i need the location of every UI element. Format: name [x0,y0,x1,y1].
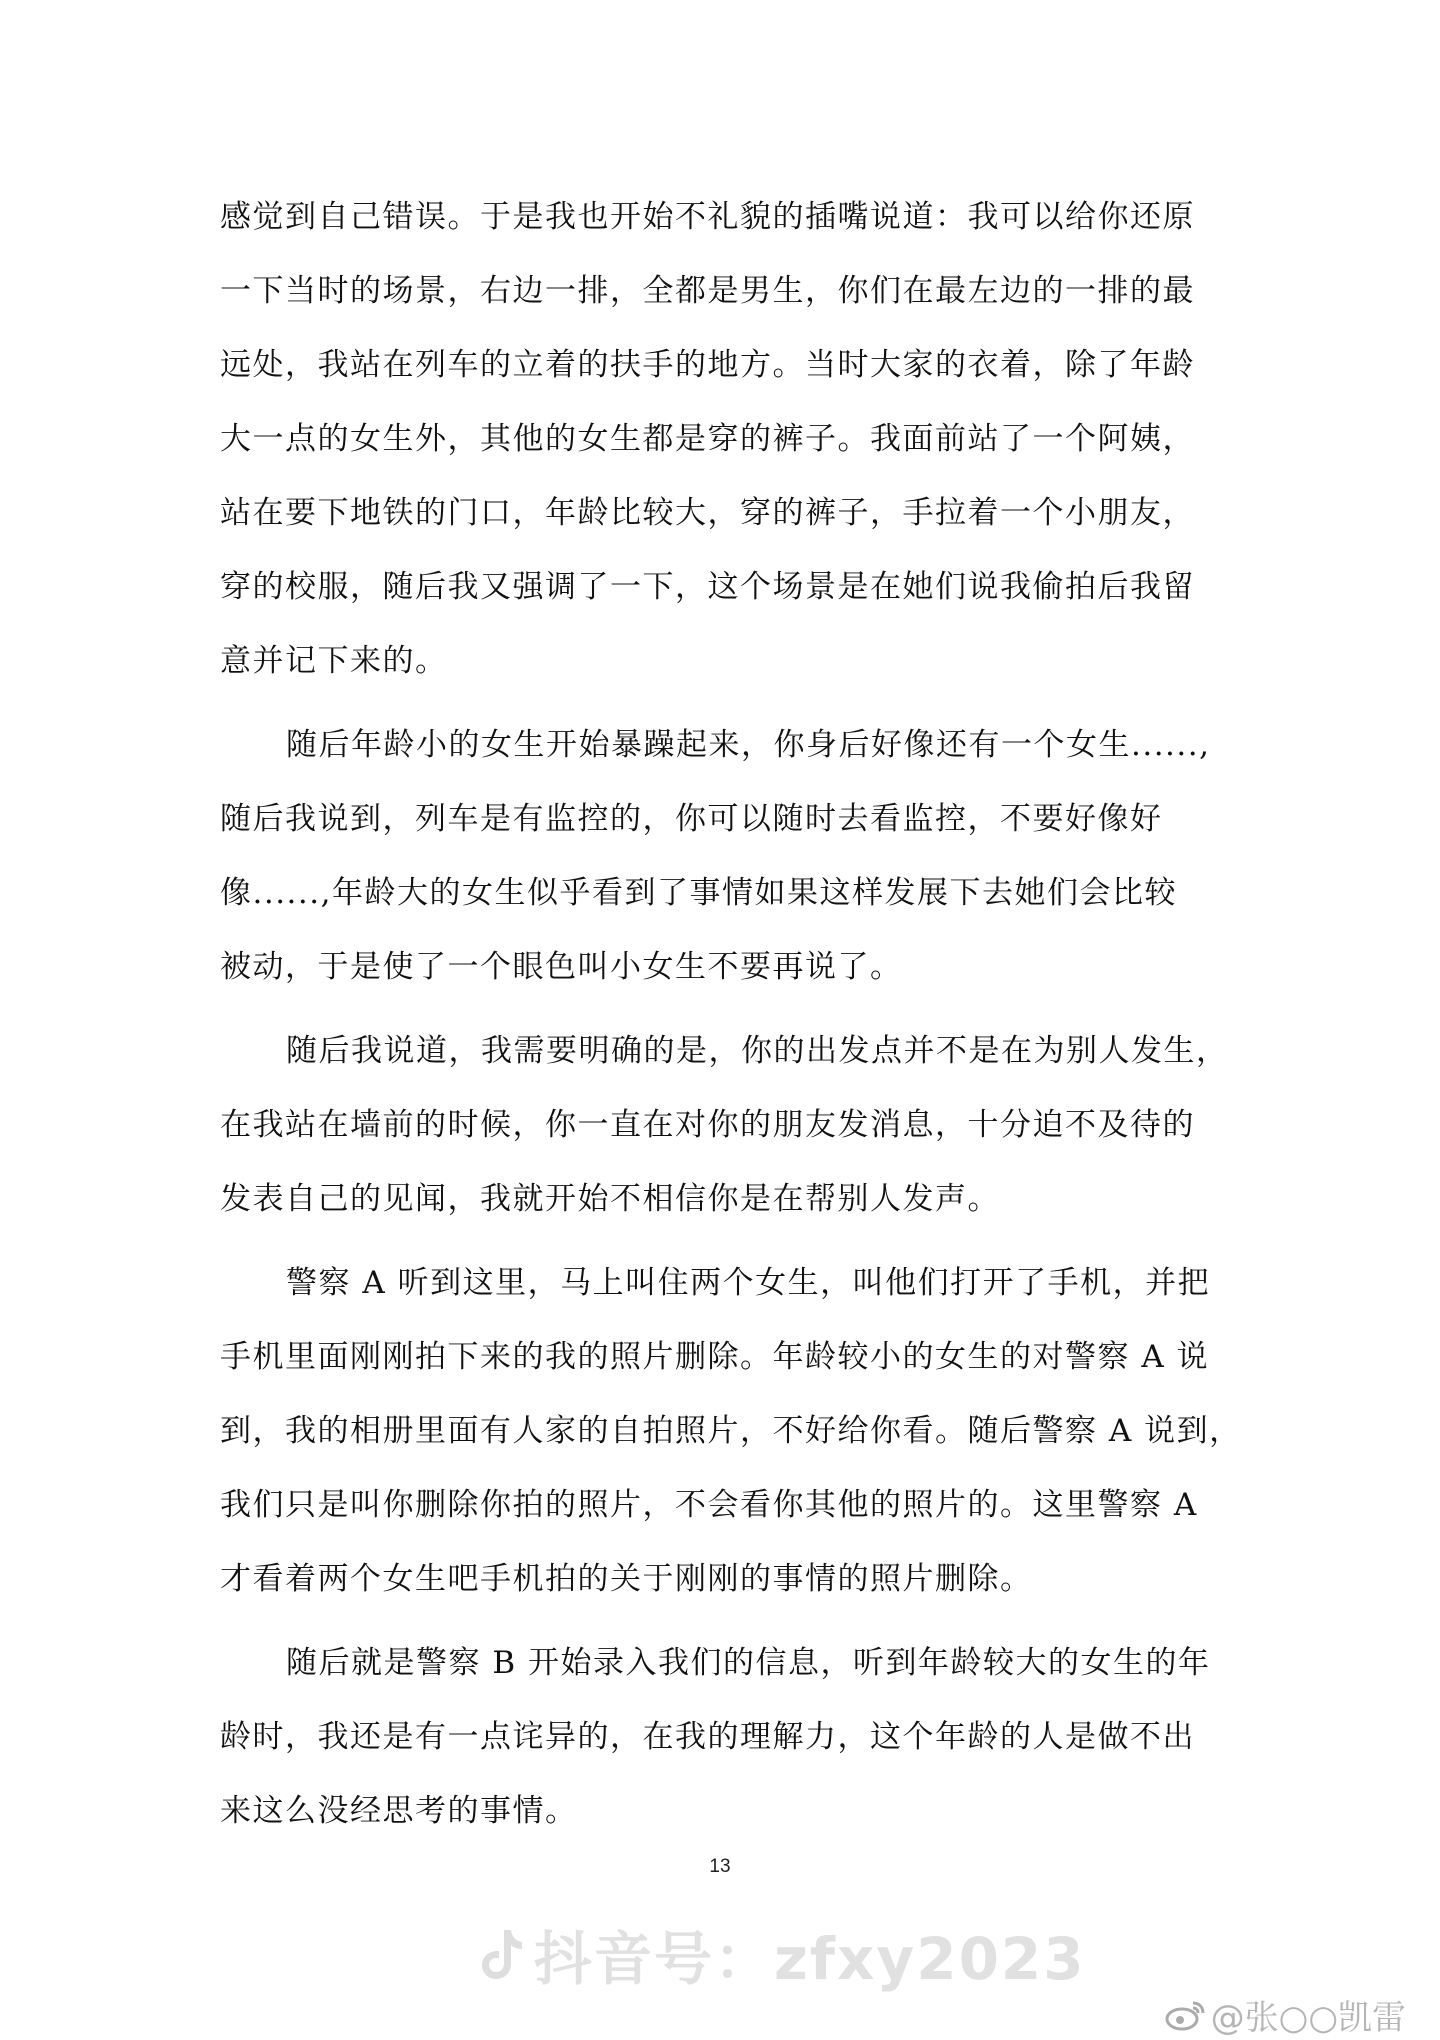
text-line: 意并记下来的。 [220,643,448,679]
weibo-icon [1165,1999,1205,2031]
weibo-watermark [1165,1990,1406,2039]
text-line: 被动，于是使了一个眼色叫小女生不要再说了。 [220,949,903,985]
douyin-id-text: 抖音号：zfxy2023 [534,1925,1086,1993]
paragraph [220,180,1232,698]
text-line: 随后我说到，列车是有监控的，你可以随时去看监控，不要好像好 [220,801,1163,837]
text-line: 感觉到自己错误。于是我也开始不礼貌的插嘴说道：我可以给你还原 [220,199,1195,235]
text-line: 随后就是警察 B 开始录入我们的信息，听到年龄较大的女生的年 [286,1645,1211,1681]
paragraph [220,1246,1242,1616]
douyin-watermark [480,1912,1086,1996]
text-line: 随后我说道，我需要明确的是，你的出发点并不是在为别人发生， [286,1033,1229,1069]
text-line: 警察 A 听到这里，马上叫住两个女生，叫他们打开了手机，并把 [286,1265,1211,1301]
text-line: 才看着两个女生吧手机拍的关于刚刚的事情的照片删除。 [220,1561,1033,1597]
text-line: 龄时，我还是有一点诧异的，在我的理解力，这个年龄的人是做不出 [220,1719,1195,1755]
text-line: 发表自己的见闻，我就开始不相信你是在帮别人发声。 [220,1181,1000,1217]
text-line: 大一点的女生外，其他的女生都是穿的裤子。我面前站了一个阿姨， [220,421,1195,457]
text-line: 随后年龄小的女生开始暴躁起来，你身后好像还有一个女生......, [286,727,1211,763]
text-line: 手机里面刚刚拍下来的我的照片删除。年龄较小的女生的对警察 A 说 [220,1339,1210,1375]
body-text [220,180,1242,1848]
weibo-handle-text: @张○○凯雷 [1210,1998,1406,2038]
page-number: 13 [709,1856,731,1877]
text-line: 在我站在墙前的时候，你一直在对你的朋友发消息，十分迫不及待的 [220,1107,1195,1143]
text-line: 到，我的相册里面有人家的自拍照片，不好给你看。随后警察 A 说到， [220,1413,1242,1449]
text-line: 来这么没经思考的事情。 [220,1793,578,1829]
text-line: 穿的校服，随后我又强调了一下，这个场景是在她们说我偷拍后我留 [220,569,1195,605]
text-line: 远处，我站在列车的立着的扶手的地方。当时大家的衣着，除了年龄 [220,347,1195,383]
paragraph [220,1014,1232,1236]
text-line: 我们只是叫你删除你拍的照片，不会看你其他的照片的。这里警察 A [220,1487,1198,1523]
tiktok-icon [480,1926,524,1982]
paragraph [220,708,1232,1004]
text-line: 站在要下地铁的门口，年龄比较大，穿的裤子，手拉着一个小朋友， [220,495,1195,531]
text-line: 一下当时的场景，右边一排，全都是男生，你们在最左边的一排的最 [220,273,1195,309]
paragraph [220,1626,1232,1848]
text-line: 像......,年龄大的女生似乎看到了事情如果这样发展下去她们会比较 [220,875,1177,911]
